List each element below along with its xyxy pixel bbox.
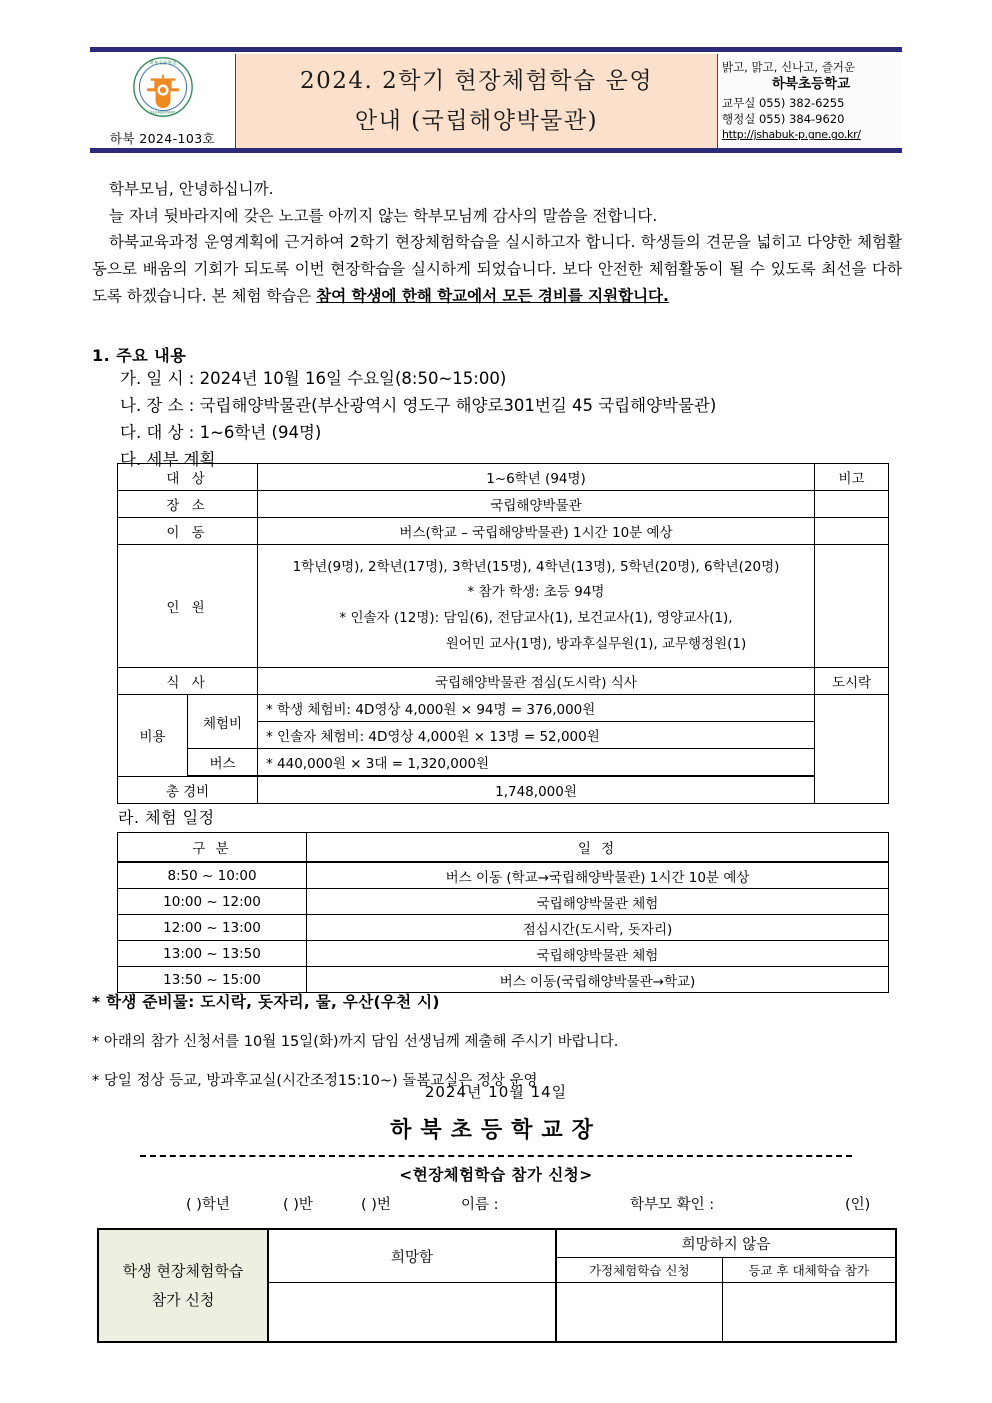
application-side-label [98,1229,268,1342]
table-row [118,491,889,518]
schedule-activity: 국립해양박물관 체험 [307,941,889,967]
intro-main-emphasis: 참여 학생에 한해 학교에서 모든 경비를 지원합니다. [316,286,669,305]
section-1-item-plan: 다. 세부 계획 [120,450,216,470]
intro-main [92,229,902,309]
school-emblem-cell [90,54,236,148]
section-1-items [120,365,716,473]
cell-people-value [258,545,815,668]
application-side-label-line1: 학생 현장체험학습 [122,1262,244,1280]
field-class[interactable]: ( )반 [283,1197,313,1213]
schedule-time: 12:00 ~ 13:00 [118,915,307,941]
schedule-activity: 점심시간(도시락, 돗자리) [307,915,889,941]
field-grade[interactable]: ( )학년 [186,1197,230,1213]
schedule-activity: 버스 이동 (학교→국립해양박물관) 1시간 10분 예상 [307,862,889,889]
application-col-yes: 희망함 [268,1229,556,1283]
admin-phone: 행정실 055) 384-9620 [722,112,845,127]
cell-remark-cost [815,695,889,804]
schedule-table [117,832,889,993]
signature-issuer: 하북초등학교장 [390,1118,602,1143]
answer-cell-alt-study[interactable] [722,1283,896,1343]
cell-bus-value: * 440,000원 × 3대 = 1,320,000원 [258,749,815,777]
people-staff-cont: 원어민 교사(1명), 방과후실무원(1), 교무행정원(1) [445,635,747,652]
header-bottom-rule [90,148,902,153]
table-row [118,862,889,889]
schedule-col-time: 구 분 [118,833,307,863]
note-submission: * 아래의 참가 신청서를 10월 15일(화)까지 담임 선생님께 제출해 주시기 바랍니다. [92,1034,619,1050]
section-1-item-place: 나. 장 소 : 국립해양박물관(부산광역시 영도구 해양로301번길 45 국립해양박물관) [120,396,717,416]
application-table [97,1228,897,1343]
document-title-line-1: 2024. 2학기 현장체험학습 운영 [299,67,654,94]
cell-meal-label: 식 사 [118,668,258,695]
school-motto: 밝고, 맑고, 신나고, 즐거운 [722,59,856,74]
intro-main-plain: 하북교육과정 운영계획에 근거하여 2학기 현장체험학습을 실시하고자 합니다. 학생들의 견문을 넓히고 다양한 체험활동으로 배움의 기회가 되도록 이번 현장학습을 실시하게 되었습니다. 보다 안전한 체험활동이 될 수 있도록 최선을 다하도록 하겠습니다. 본 체험 학습은 [92,233,902,305]
cell-remark-place [815,491,889,518]
table-row [118,545,889,668]
cut-line-divider [140,1155,852,1157]
cell-remark-move [815,518,889,545]
svg-text:하북초등학교: 하북초등학교 [149,61,176,67]
cell-target-value: 1~6학년 (94명) [258,464,815,491]
schedule-time: 10:00 ~ 12:00 [118,889,307,915]
cell-target-label: 대 상 [118,464,258,491]
answer-cell-home-study[interactable] [556,1283,722,1343]
cell-meal-value: 국립해양박물관 점심(도시락) 식사 [258,668,815,695]
table-row [98,1229,896,1258]
school-website-link[interactable]: http://jshabuk-p.gne.go.kr/ [722,128,861,142]
intro-greeting: 학부모님, 안녕하십니까. [109,180,274,198]
cell-move-value: 버스(학교 – 국립해양박물관) 1시간 10분 예상 [258,518,815,545]
cell-remark-header: 비고 [815,464,889,491]
table-row [118,695,889,722]
schedule-time: 13:00 ~ 13:50 [118,941,307,967]
field-number[interactable]: ( )번 [361,1197,391,1213]
schedule-time: 13:50 ~ 15:00 [118,967,307,993]
table-row [118,889,889,915]
school-contact-cell [718,54,902,148]
cell-total-label: 총 경비 [118,776,258,804]
people-breakdown: 1학년(9명), 2학년(17명), 3학년(15명), 4학년(13명), 5학년(20명), 6학년(20명) [292,558,780,575]
school-emblem-icon [132,56,194,118]
schedule-time: 8:50 ~ 10:00 [118,862,307,889]
cell-fee-label: 체험비 [188,695,258,749]
table-row [118,941,889,967]
application-form-title: <현장체험학습 참가 신청> [399,1166,593,1184]
svg-text:ELEMENTARY: ELEMENTARY [150,110,175,115]
intro-paragraphs [92,176,902,309]
detail-plan-table [117,463,889,804]
people-students: * 참가 학생: 초등 94명 [467,584,605,601]
letterhead-body [90,54,902,148]
section-1-item-target: 다. 대 상 : 1~6학년 (94명) [120,423,322,443]
table-row [118,967,889,993]
field-parent-confirm[interactable]: 학부모 확인 : [630,1197,715,1213]
schedule-activity: 국립해양박물관 체험 [307,889,889,915]
cell-fee-student: * 학생 체험비: 4D영상 4,000원 × 94명 = 376,000원 [258,695,815,722]
schedule-activity: 버스 이동(국립해양박물관→학교) [307,967,889,993]
table-row [118,668,889,695]
application-col-no-sub1: 가정체험학습 신청 [556,1258,722,1283]
cell-total-value: 1,748,000원 [258,776,815,804]
schedule-header-row [118,833,889,863]
document-title-cell [236,54,718,148]
people-staff: * 인솔자 (12명): 담임(6), 전담교사(1), 보건교사(1), 영양교사(1), [339,610,733,626]
cell-cost-label: 비용 [118,695,188,777]
field-seal: (인) [845,1197,871,1213]
cell-meal-remark: 도시락 [815,668,889,695]
school-name: 하북초등학교 [771,76,851,93]
document-title-line-2: 안내 (국립해양박물관) [354,108,599,134]
note-afterschool: * 당일 정상 등교, 방과후교실(시간조정15:10~) 돌봄교실은 정상 운영 [92,1073,538,1089]
cell-fee-staff: * 인솔자 체험비: 4D영상 4,000원 × 13명 = 52,000원 [258,722,815,749]
document-number: 하북 2024-103호 [109,131,216,146]
schedule-col-activity: 일 정 [307,833,889,863]
application-col-no: 희망하지 않음 [556,1229,896,1258]
cell-place-label: 장 소 [118,491,258,518]
table-row [118,749,889,777]
section-1-title: 1. 주요 내용 [92,346,187,365]
cell-place-value: 국립해양박물관 [258,491,815,518]
application-side-label-line2: 참가 신청 [151,1290,215,1309]
intro-thanks: 늘 자녀 뒷바라지에 갖은 노고를 아끼지 않는 학부모님께 감사의 말씀을 전합니다. [109,206,658,225]
table-row [118,776,889,804]
table-row [118,915,889,941]
section-ra-title: 라. 체험 일정 [118,808,215,827]
section-1-item-date: 가. 일 시 : 2024년 10월 16일 수요일(8:50~15:00) [120,369,507,388]
table-row [118,518,889,545]
note-supplies: * 학생 준비물: 도시락, 돗자리, 물, 우산(우천 시) [92,993,440,1011]
field-student-name[interactable]: 이름 : [461,1197,499,1213]
answer-cell-yes[interactable] [268,1283,556,1343]
letterhead [90,47,902,153]
cell-remark-people [815,545,889,668]
table-row [118,464,889,491]
application-col-no-sub2: 등교 후 대체학습 참가 [722,1258,896,1283]
cell-move-label: 이 동 [118,518,258,545]
cell-people-label: 인 원 [118,545,258,668]
cell-bus-label: 버스 [188,749,258,777]
signature-date: 2024년 10월 14일 [424,1083,568,1101]
office-phone: 교무실 055) 382-6255 [722,95,845,110]
